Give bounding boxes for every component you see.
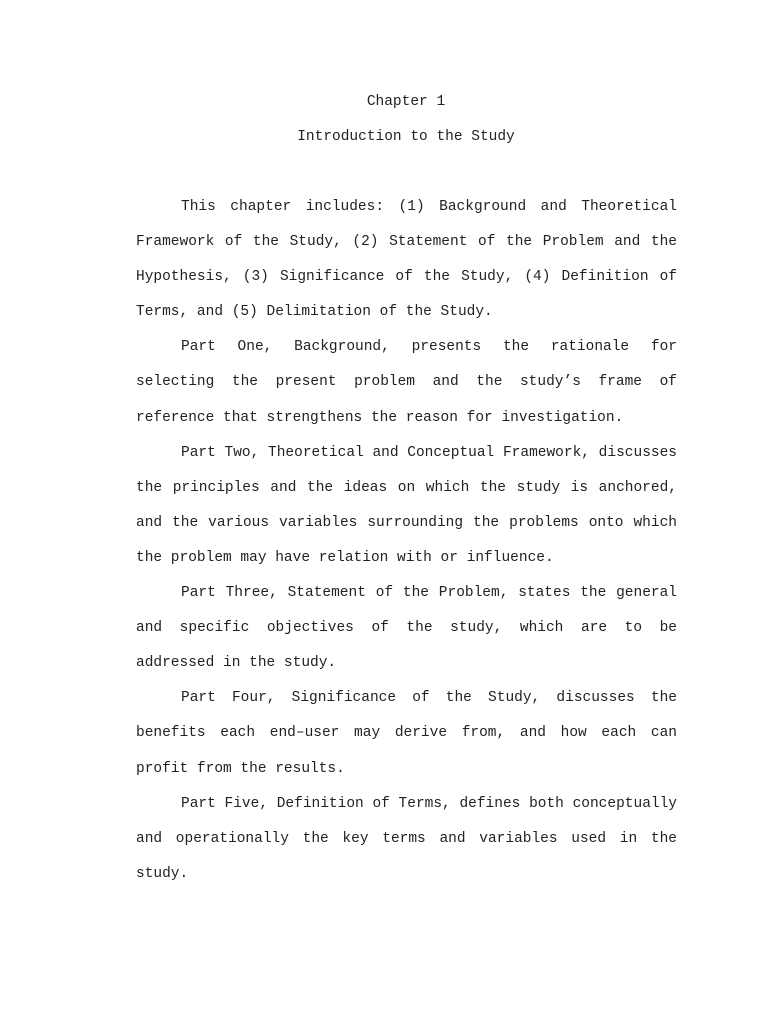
- paragraph-intro: This chapter includes: (1) Background and Theoretical Framework of the Study, (2) Statement of the Problem and the Hypothesis, (3) Significance of the Study, (4) Definition of Terms, and (5) Delimitation of the Study.: [136, 199, 677, 321]
- chapter-title: Introduction to the Study: [297, 129, 515, 145]
- chapter-label: Chapter 1: [366, 94, 446, 110]
- paragraph-part-one: Part One, Background, presents the rationale for selecting the present problem and the study’s frame of reference that strengthens the reason for investigation.: [136, 339, 677, 426]
- paragraph-part-five: Part Five, Definition of Terms, defines both conceptually and operationally the key terms and variables used in the study.: [136, 795, 677, 882]
- paragraph-part-two: Part Two, Theoretical and Conceptual Framework, discusses the principles and the ideas on which the study is anchored, and the various variables surrounding the problems onto which the problem may have relation with or influence.: [136, 444, 677, 566]
- paragraph-part-three: Part Three, Statement of the Problem, states the general and specific objectives of the study, which are to be addressed in the study.: [136, 585, 677, 672]
- chapter-body: [136, 190, 677, 892]
- paragraph-part-four: Part Four, Significance of the Study, discusses the benefits each end–user may derive from, and how each can profit from the results.: [136, 690, 677, 777]
